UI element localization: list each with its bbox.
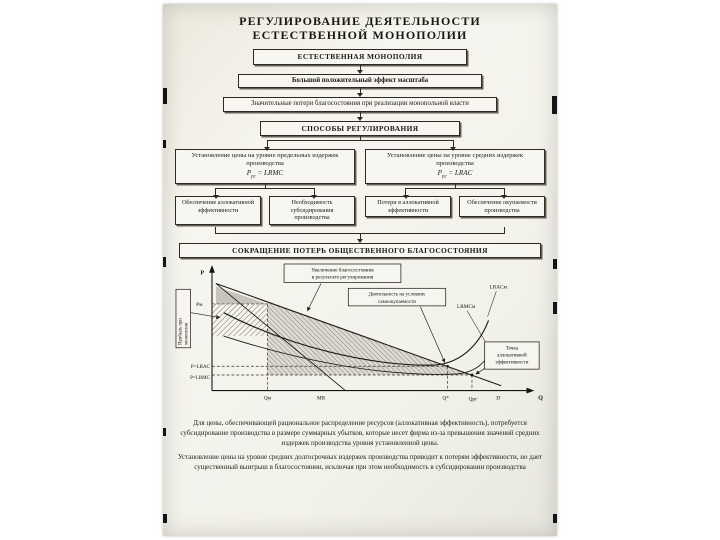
formula-base: P: [437, 169, 442, 178]
selffin-point: [446, 365, 449, 368]
page-title-line1: РЕГУЛИРОВАНИЕ ДЕЯТЕЛЬНОСТИ: [239, 14, 481, 28]
callout-allocative: [476, 342, 539, 374]
qrg-label: Qрг: [468, 396, 478, 403]
flow-arrow: [360, 234, 361, 243]
callout-welfare-line2: в результате регулирования: [311, 275, 374, 282]
qm-label: Qм: [263, 395, 272, 402]
callout-alloc-line3: эффективности: [495, 359, 529, 366]
flow-arrow: [360, 88, 361, 97]
formula-sub: рг: [441, 174, 447, 180]
box-subsidy-need: Необходимость субсидирования производства: [269, 196, 355, 225]
merge-connector: [215, 227, 506, 234]
profit-label-line1: Прибыль при: [178, 318, 184, 346]
note-average-cost: Установление цены на уровне средних долгосрочных издержек производства приводит к потерям эффективности, но дает существенный выигрыш в благосостоянии, исключая при этом необходимость в субсидировании производства: [177, 453, 543, 472]
callout-selffin-line2: самоокупаемости: [378, 299, 416, 306]
formula-sub: рг: [251, 174, 256, 180]
lrac-m-label: LRACм: [489, 284, 507, 291]
scan-artifact: [163, 88, 167, 104]
monopoly-profit-hatch: [212, 304, 267, 336]
branch-right: [365, 149, 545, 225]
qstar-label: Q*: [442, 395, 449, 402]
box-scale-effect: Большой положительный эффект масштаба: [238, 74, 482, 88]
fork-connector: [267, 140, 454, 148]
page-title: [175, 14, 545, 42]
mr-label: MR: [316, 395, 326, 402]
branch-left: [175, 149, 355, 225]
scan-artifact: [553, 514, 557, 523]
scan-artifact: [163, 514, 167, 523]
formula-rhs: = LRAC: [446, 169, 473, 178]
right-sub-row: [365, 196, 545, 218]
pm-label: Pм: [196, 302, 203, 309]
box-price-lrmc-text: Установление цены на уровне предельных издержек производства: [191, 151, 339, 168]
formula-rhs: = LRMC: [255, 169, 284, 178]
box-efficiency-losses: Потери в аллокативной эффективности: [365, 196, 451, 218]
lrmc-label-line: [467, 311, 486, 344]
box-price-lrac: [365, 149, 545, 184]
p-axis-arrowhead: [209, 265, 215, 273]
lrac-label-line: [488, 292, 497, 317]
p-lrmc-label: P=LRMC: [190, 375, 211, 382]
box-result: СОКРАЩЕНИЕ ПОТЕРЬ ОБЩЕСТВЕННОГО БЛАГОСОСТОЯНИЯ: [179, 243, 542, 258]
p-lrac-label: P=LRAC: [190, 364, 211, 371]
allocative-point: [471, 374, 474, 377]
box-natural-monopoly: ЕСТЕСТВЕННАЯ МОНОПОЛИЯ: [253, 49, 468, 64]
scanned-page: [163, 4, 557, 536]
formula-lrac: [438, 169, 473, 181]
scan-artifact: [553, 302, 557, 314]
branches-row: [175, 149, 545, 225]
q-axis-arrowhead: [527, 388, 535, 394]
page-title-line2: ЕСТЕСТВЕННОЙ МОНОПОЛИИ: [252, 28, 468, 43]
scan-artifact: [163, 140, 166, 148]
scan-artifact: [163, 428, 166, 436]
callout-alloc-line2: аллокативной: [497, 352, 527, 359]
box-allocative-efficiency: Обеспечение аллокативной эффективности: [175, 196, 261, 225]
d-label: D: [496, 395, 501, 402]
callout-selffin-line1: Деятельность на условиях: [368, 292, 426, 299]
flow-arrow: [360, 112, 361, 121]
formula-lrmc: [247, 169, 283, 181]
flow-arrow: [360, 65, 361, 74]
box-welfare-losses: Значительные потери благосостояния при реализации монопольной власти: [223, 97, 497, 111]
economics-graph: [175, 260, 545, 416]
formula-base: P: [246, 169, 252, 178]
profit-label-line2: монополии: [184, 323, 190, 346]
surplus-shade: [216, 287, 268, 305]
box-cost-recovery: Обеспечение окупаемости производства: [459, 196, 545, 218]
scan-artifact: [163, 257, 166, 267]
notes: [175, 419, 545, 472]
q-axis-label: Q: [538, 394, 544, 402]
box-price-lrmc: [175, 149, 355, 184]
box-regulation-methods: СПОСОБЫ РЕГУЛИРОВАНИЯ: [260, 121, 460, 136]
fork-connector: [405, 188, 504, 196]
left-sub-row: [175, 196, 355, 225]
lrmc-m-label: LRMCм: [457, 304, 476, 311]
box-price-lrac-text: Установление цены на уровне средних издержек производства: [386, 151, 524, 168]
fork-connector: [215, 188, 314, 196]
scan-artifact: [553, 259, 557, 269]
note-subsidy: Для цены, обеспечивающей рациональное распределение ресурсов (аллокативная эффективность), потребуется субсидирование производства в размере суммарных убытков, которые несет фирма из-за превышения значений средних издержек производства уровня установленной цены.: [180, 419, 540, 447]
p-axis-label: P: [200, 270, 205, 278]
callout-welfare-line1: Увеличение благосостояния: [311, 267, 374, 274]
scan-artifact: [552, 96, 557, 114]
callout-alloc-line1: Точка: [505, 346, 519, 353]
